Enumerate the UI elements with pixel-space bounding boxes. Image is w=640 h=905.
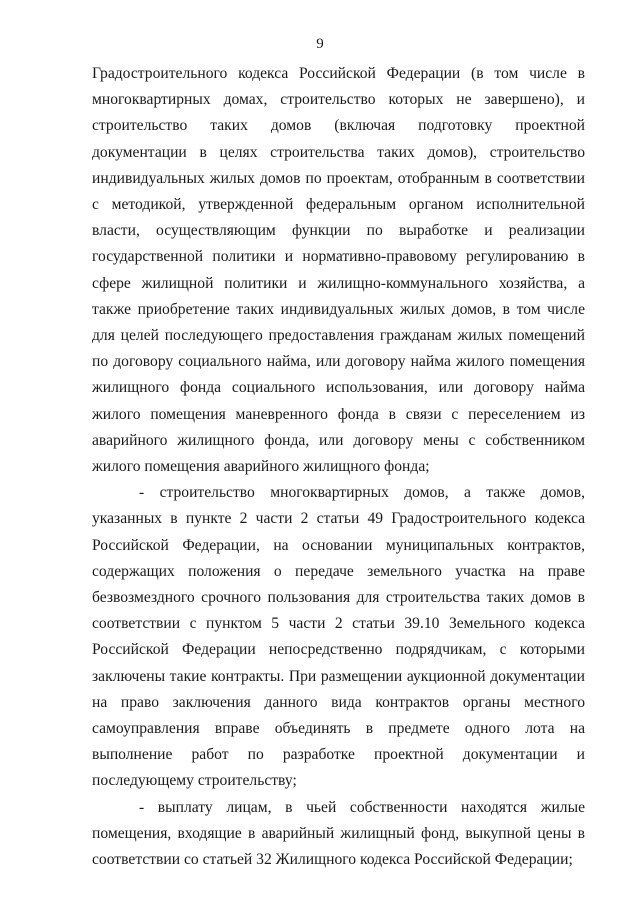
document-body	[92, 61, 585, 873]
page-number: 9	[316, 36, 324, 52]
paragraph-continuation: Градостроительного кодекса Российской Федерации (в том числе в многоквартирных домах, строительство которых не завершено), и строительство таких домов (включая подготовку проектной документации в целях строительства таких домов), строительство индивидуальных жилых домов по проектам, отобранным в соответствии с методикой, утвержденной федеральным органом исполнительной власти, осуществляющим функции по выработке и реализации государственной политики и нормативно-правовому регулированию в сфере жилищной политики и жилищно-коммунального хозяйства, а также приобретение таких индивидуальных жилых домов, в том числе для целей последующего предоставления гражданам жилых помещений по договору социального найма, или договору найма жилого помещения жилищного фонда социального использования, или договору найма жилого помещения маневренного фонда в связи с переселением из аварийного жилищного фонда, или договору мены с собственником жилого помещения аварийного жилищного фонда;	[92, 65, 585, 476]
paragraph-redemption-payment: - выплату лицам, в чьей собственности находятся жилые помещения, входящие в аварийный жилищный фонд, выкупной цены в соответствии со статьей 32 Жилищного кодекса Российской Федерации;	[92, 798, 585, 869]
paragraph-construction-contracts: - строительство многоквартирных домов, а также домов, указанных в пункте 2 части 2 статьи 49 Градостроительного кодекса Российской Федерации, на основании муниципальных контрактов, содержащих положения о передаче земельного участка на праве безвозмездного срочного пользования для строительства таких домов в соответствии с пунктом 5 части 2 статьи 39.10 Земельного кодекса Российской Федерации непосредственно подрядчикам, с которыми заключены такие контракты. При размещении аукционной документации на право заключения данного вида контрактов органы местного самоуправления вправе объединять в предмете одного лота на выполнение работ по разработке проектной документации и последующему строительству;	[92, 484, 585, 790]
